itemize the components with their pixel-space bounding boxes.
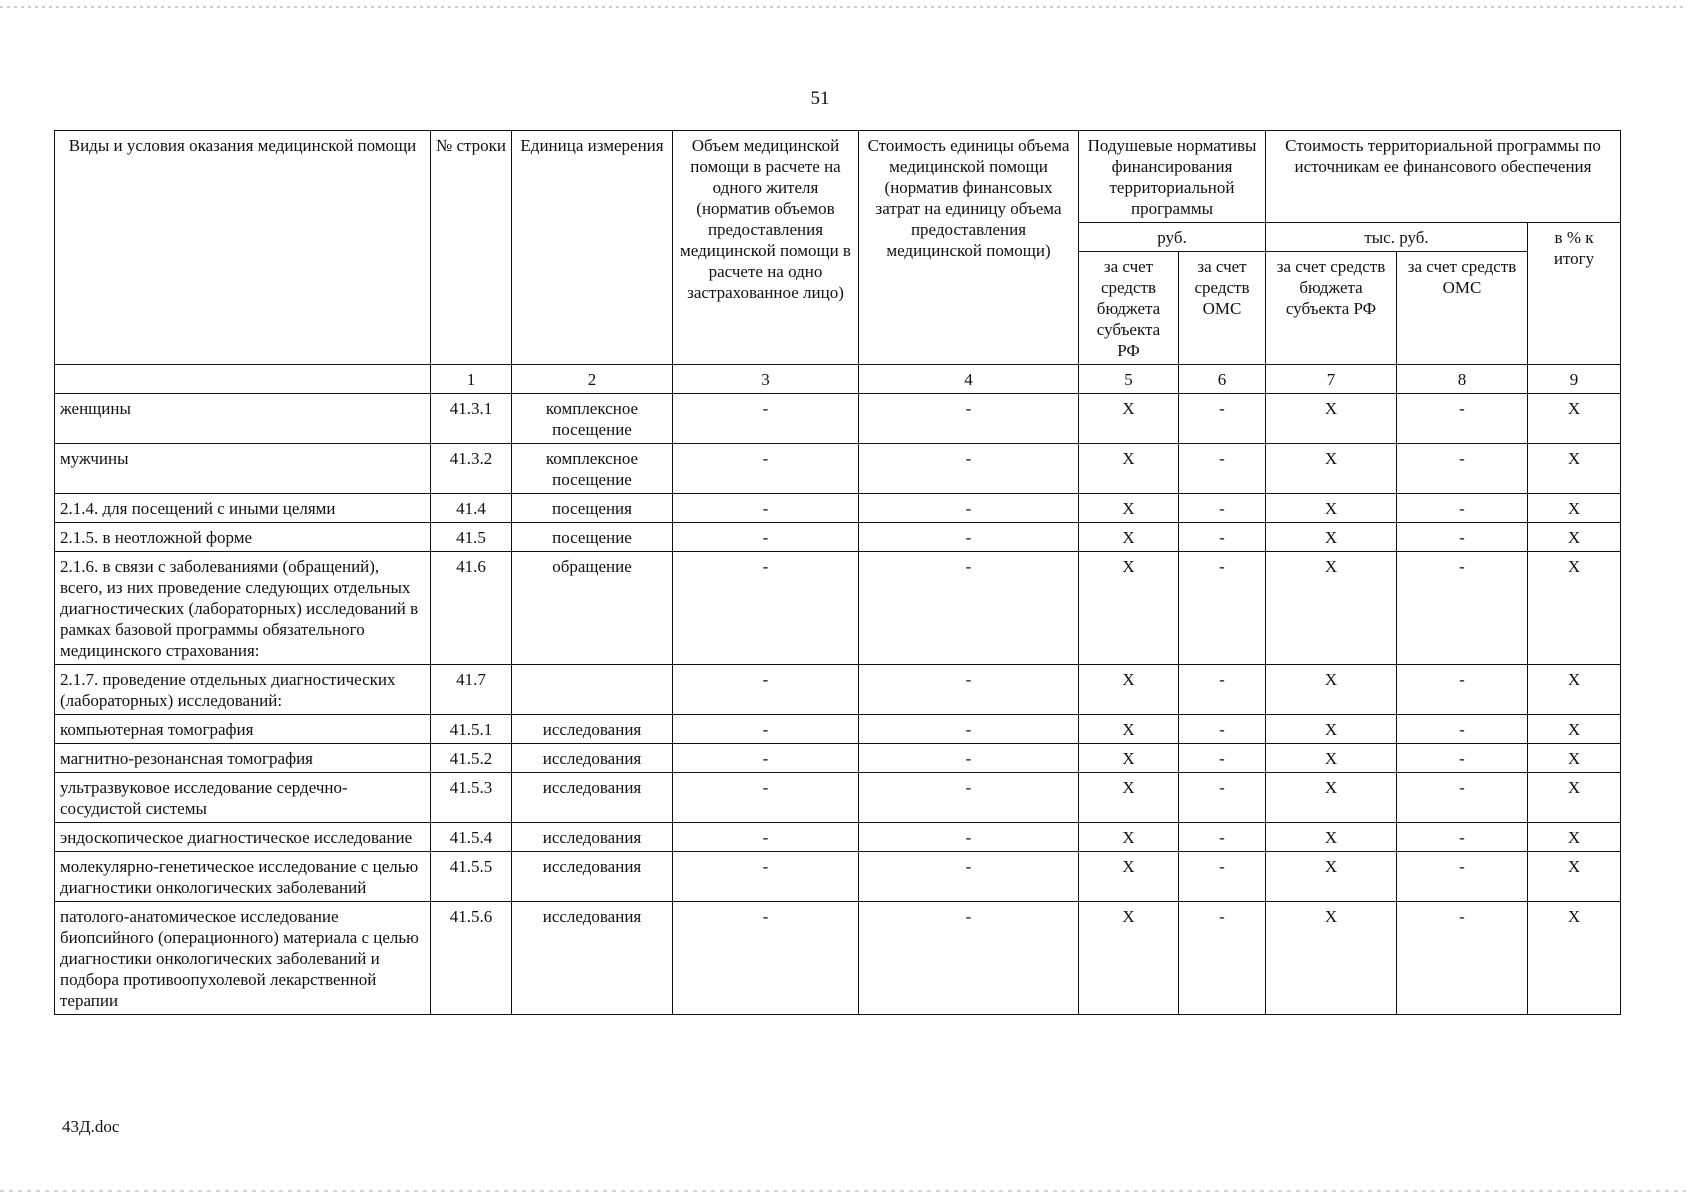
row-line-no: 41.4 <box>431 494 512 523</box>
row-line-no: 41.3.1 <box>431 394 512 444</box>
row-col7: X <box>1266 494 1397 523</box>
row-col4: - <box>859 852 1079 902</box>
row-name: 2.1.7. проведение отдельных диагностических (лабораторных) исследований: <box>55 665 431 715</box>
row-col3: - <box>673 823 859 852</box>
header-program-cost: Стоимость территориальной программы по источникам ее финансового обеспечения <box>1266 131 1621 223</box>
row-col8: - <box>1397 902 1528 1015</box>
row-line-no: 41.7 <box>431 665 512 715</box>
row-col6: - <box>1179 715 1266 744</box>
row-col4: - <box>859 394 1079 444</box>
row-col8: - <box>1397 394 1528 444</box>
row-col5: X <box>1079 715 1179 744</box>
row-col7: X <box>1266 665 1397 715</box>
row-col7: X <box>1266 902 1397 1015</box>
row-name: эндоскопическое диагностическое исследование <box>55 823 431 852</box>
row-col8: - <box>1397 852 1528 902</box>
row-name: мужчины <box>55 444 431 494</box>
row-col9: X <box>1528 552 1621 665</box>
row-col6: - <box>1179 665 1266 715</box>
row-col4: - <box>859 823 1079 852</box>
header-oms-8: за счет средств ОМС <box>1397 252 1528 365</box>
column-number: 7 <box>1266 365 1397 394</box>
row-unit: исследования <box>512 902 673 1015</box>
row-col6: - <box>1179 744 1266 773</box>
table-row <box>55 852 1621 902</box>
row-col7: X <box>1266 523 1397 552</box>
row-unit: обращение <box>512 552 673 665</box>
table-row <box>55 523 1621 552</box>
table-row <box>55 665 1621 715</box>
row-name: женщины <box>55 394 431 444</box>
row-col6: - <box>1179 444 1266 494</box>
row-col9: X <box>1528 394 1621 444</box>
row-line-no: 41.5 <box>431 523 512 552</box>
row-col8: - <box>1397 665 1528 715</box>
row-col3: - <box>673 715 859 744</box>
header-thous-rub: тыс. руб. <box>1266 223 1528 252</box>
row-col8: - <box>1397 773 1528 823</box>
row-col3: - <box>673 665 859 715</box>
row-col6: - <box>1179 902 1266 1015</box>
row-line-no: 41.6 <box>431 552 512 665</box>
row-col9: X <box>1528 523 1621 552</box>
column-number: 8 <box>1397 365 1528 394</box>
header-per-capita: Подушевые нормативы финансирования территориальной программы <box>1079 131 1266 223</box>
header-budget-5: за счет средств бюджета субъекта РФ <box>1079 252 1179 365</box>
row-unit: исследования <box>512 773 673 823</box>
row-col5: X <box>1079 444 1179 494</box>
row-unit: исследования <box>512 744 673 773</box>
row-col5: X <box>1079 523 1179 552</box>
row-col5: X <box>1079 494 1179 523</box>
row-col7: X <box>1266 394 1397 444</box>
row-col7: X <box>1266 744 1397 773</box>
table-row <box>55 394 1621 444</box>
row-col5: X <box>1079 394 1179 444</box>
row-col9: X <box>1528 494 1621 523</box>
row-line-no: 41.5.4 <box>431 823 512 852</box>
header-budget-7: за счет средств бюджета субъекта РФ <box>1266 252 1397 365</box>
row-col3: - <box>673 394 859 444</box>
row-col4: - <box>859 744 1079 773</box>
row-col9: X <box>1528 715 1621 744</box>
row-col5: X <box>1079 902 1179 1015</box>
row-line-no: 41.5.5 <box>431 852 512 902</box>
row-col9: X <box>1528 823 1621 852</box>
header-volume: Объем медицинской помощи в расчете на одного жителя (норматив объемов предоставления медицинской помощи в расчете на одно застрахованное лицо) <box>673 131 859 365</box>
row-col8: - <box>1397 494 1528 523</box>
row-unit: исследования <box>512 852 673 902</box>
row-col4: - <box>859 773 1079 823</box>
row-unit: исследования <box>512 823 673 852</box>
row-name: компьютерная томография <box>55 715 431 744</box>
row-line-no: 41.5.1 <box>431 715 512 744</box>
row-name: магнитно-резонансная томография <box>55 744 431 773</box>
table-row <box>55 823 1621 852</box>
financing-table <box>54 130 1621 1015</box>
row-col3: - <box>673 552 859 665</box>
row-unit: посещение <box>512 523 673 552</box>
row-col4: - <box>859 715 1079 744</box>
header-kinds: Виды и условия оказания медицинской помощи <box>55 131 431 365</box>
row-col5: X <box>1079 852 1179 902</box>
row-col6: - <box>1179 523 1266 552</box>
header-oms-6: за счет средств ОМС <box>1179 252 1266 365</box>
row-col3: - <box>673 773 859 823</box>
row-col5: X <box>1079 665 1179 715</box>
table-row <box>55 902 1621 1015</box>
row-name: 2.1.5. в неотложной форме <box>55 523 431 552</box>
row-unit: посещения <box>512 494 673 523</box>
table-row <box>55 773 1621 823</box>
row-unit: комплексное посещение <box>512 394 673 444</box>
row-col3: - <box>673 494 859 523</box>
row-col6: - <box>1179 773 1266 823</box>
row-col8: - <box>1397 823 1528 852</box>
scan-edge-bottom <box>0 1190 1686 1192</box>
row-col9: X <box>1528 444 1621 494</box>
scan-edge-top <box>0 6 1686 8</box>
row-col5: X <box>1079 744 1179 773</box>
row-name: 2.1.4. для посещений с иными целями <box>55 494 431 523</box>
row-col7: X <box>1266 552 1397 665</box>
row-col8: - <box>1397 444 1528 494</box>
row-name: 2.1.6. в связи с заболеваниями (обращений), всего, из них проведение следующих отдельных диагностических (лабораторных) исследований в рамках базовой программы обязательного медицинского страхования: <box>55 552 431 665</box>
row-col7: X <box>1266 823 1397 852</box>
table-row <box>55 552 1621 665</box>
row-col4: - <box>859 902 1079 1015</box>
page-number: 51 <box>810 88 830 109</box>
row-col9: X <box>1528 773 1621 823</box>
row-col6: - <box>1179 494 1266 523</box>
column-numbers-row <box>55 365 1621 394</box>
row-col9: X <box>1528 744 1621 773</box>
row-col4: - <box>859 552 1079 665</box>
column-number: 1 <box>431 365 512 394</box>
row-col7: X <box>1266 852 1397 902</box>
row-col5: X <box>1079 552 1179 665</box>
row-col4: - <box>859 444 1079 494</box>
row-name: патолого-анатомическое исследование биопсийного (операционного) материала с целью диагностики онкологических заболеваний и подбора противоопухолевой лекарственной терапии <box>55 902 431 1015</box>
row-col6: - <box>1179 852 1266 902</box>
row-col3: - <box>673 444 859 494</box>
row-col6: - <box>1179 394 1266 444</box>
row-line-no: 41.5.2 <box>431 744 512 773</box>
header-rub: руб. <box>1079 223 1266 252</box>
table-row <box>55 744 1621 773</box>
row-name: молекулярно-генетическое исследование с целью диагностики онкологических заболеваний <box>55 852 431 902</box>
column-number: 9 <box>1528 365 1621 394</box>
header-line-no: № строки <box>431 131 512 365</box>
row-col8: - <box>1397 552 1528 665</box>
row-unit: исследования <box>512 715 673 744</box>
header-unit-cost: Стоимость единицы объема медицинской помощи (норматив финансовых затрат на единицу объема предоставления медицинской помощи) <box>859 131 1079 365</box>
row-col8: - <box>1397 523 1528 552</box>
row-col8: - <box>1397 744 1528 773</box>
column-number: 5 <box>1079 365 1179 394</box>
column-number: 3 <box>673 365 859 394</box>
row-col3: - <box>673 523 859 552</box>
header-unit: Единица измерения <box>512 131 673 365</box>
row-unit: комплексное посещение <box>512 444 673 494</box>
row-col5: X <box>1079 823 1179 852</box>
row-line-no: 41.3.2 <box>431 444 512 494</box>
row-col4: - <box>859 494 1079 523</box>
row-col7: X <box>1266 773 1397 823</box>
row-col3: - <box>673 744 859 773</box>
column-number-empty <box>55 365 431 394</box>
row-col6: - <box>1179 552 1266 665</box>
row-line-no: 41.5.3 <box>431 773 512 823</box>
column-number: 6 <box>1179 365 1266 394</box>
row-col3: - <box>673 852 859 902</box>
row-col5: X <box>1079 773 1179 823</box>
row-name: ультразвуковое исследование сердечно-сосудистой системы <box>55 773 431 823</box>
row-col4: - <box>859 665 1079 715</box>
row-col6: - <box>1179 823 1266 852</box>
footer-filename: 43Д.doc <box>62 1117 120 1136</box>
header-pct: в % к итогу <box>1528 223 1621 365</box>
row-col7: X <box>1266 444 1397 494</box>
column-number: 4 <box>859 365 1079 394</box>
table-row <box>55 494 1621 523</box>
row-unit <box>512 665 673 715</box>
row-col8: - <box>1397 715 1528 744</box>
column-number: 2 <box>512 365 673 394</box>
table-row <box>55 444 1621 494</box>
row-col9: X <box>1528 852 1621 902</box>
row-col9: X <box>1528 665 1621 715</box>
row-col3: - <box>673 902 859 1015</box>
row-line-no: 41.5.6 <box>431 902 512 1015</box>
row-col4: - <box>859 523 1079 552</box>
row-col9: X <box>1528 902 1621 1015</box>
row-col7: X <box>1266 715 1397 744</box>
table-row <box>55 715 1621 744</box>
